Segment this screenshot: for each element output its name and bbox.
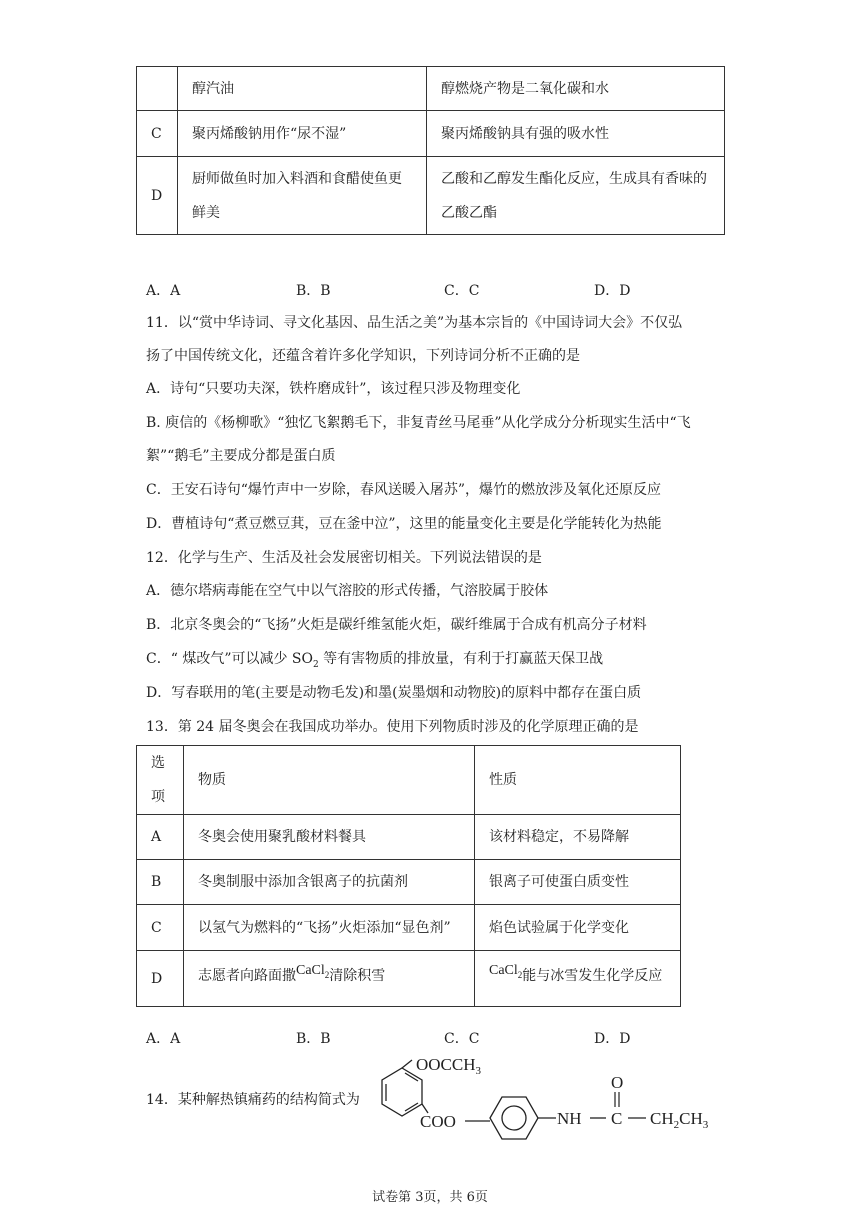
formula <box>489 963 522 978</box>
option-d: D．D <box>594 283 631 299</box>
formula-text: CaCl <box>489 963 518 979</box>
formula <box>296 963 329 978</box>
subscript: 3 <box>475 1065 482 1077</box>
group-top-text: OOCCH <box>416 1055 476 1074</box>
table-cell-label: D <box>137 157 178 235</box>
subscript: 3 <box>702 1119 709 1131</box>
page-footer: 试卷第 3页，共 6页 <box>372 1190 488 1205</box>
option-a: A．A <box>146 1031 181 1047</box>
table-cell-label: B <box>137 860 184 905</box>
formula-text: CaCl <box>296 963 325 979</box>
choice-d: D．写春联用的笔(主要是动物毛发)和墨(炭墨烟和动物胶)的原料中都存在蛋白质 <box>146 685 642 701</box>
carbonyl-oxygen: O <box>611 1073 624 1092</box>
table-cell-label: C <box>137 905 184 951</box>
choice-a: A．德尔塔病毒能在空气中以气溶胶的形式传播，气溶胶属于胶体 <box>146 583 549 599</box>
text: C．“ 煤改气”可以减少 SO <box>146 651 313 667</box>
table-cell-label: A <box>137 815 184 860</box>
table-cell: 醇汽油 <box>178 67 427 111</box>
table-cell: 聚丙烯酸钠具有强的吸水性 <box>427 111 725 157</box>
table-cell: 焰色试验属于化学变化 <box>475 905 681 951</box>
text: 能与冰雪发生化学反应 <box>522 968 663 985</box>
table-cell-label <box>137 67 178 111</box>
benzene-ring-right <box>490 1097 538 1139</box>
option-d: D．D <box>594 1031 631 1047</box>
question-stem: 扬了中国传统文化，还蕴含着许多化学知识，下列诗词分析不正确的是 <box>146 348 580 364</box>
table-cell: 聚丙烯酸钠用作“尿不湿” <box>178 111 427 157</box>
option-c: C．C <box>444 283 480 299</box>
ethyl-text: CH <box>679 1109 703 1128</box>
table-continued <box>136 66 725 235</box>
option-a: A．A <box>146 283 181 299</box>
choice-c: C．王安石诗句“爆竹声中一岁除，春风送暖入屠苏”，爆竹的燃放涉及氧化还原反应 <box>146 482 662 498</box>
subscript: 2 <box>313 659 319 670</box>
options-table <box>136 745 681 1007</box>
option-b: B．B <box>296 1031 331 1047</box>
choice-a: A．诗句“只要功夫深，铁杵磨成针”，该过程只涉及物理变化 <box>146 381 521 397</box>
table-cell-label: C <box>137 111 178 157</box>
table-cell: 醇燃烧产物是二氧化碳和水 <box>427 67 725 111</box>
table-cell: 以氢气为燃料的“飞扬”火炬添加“显色剂” <box>184 905 475 951</box>
choice-d: D．曹植诗句“煮豆燃豆萁，豆在釜中泣”，这里的能量变化主要是化学能转化为热能 <box>146 516 662 532</box>
ethyl-group <box>650 1109 709 1131</box>
option-c: C．C <box>444 1031 480 1047</box>
question-stem: 12．化学与生产、生活及社会发展密切相关。下列说法错误的是 <box>146 550 542 566</box>
cell-line: 鲜美 <box>192 204 220 221</box>
table-cell <box>475 951 681 1007</box>
cell-line: 厨师做鱼时加入料酒和食醋使鱼更 <box>192 170 402 187</box>
text: 清除积雪 <box>329 968 386 985</box>
table-header: 物质 <box>184 746 475 815</box>
structural-formula <box>350 1046 730 1146</box>
subscript: 2 <box>673 1119 680 1131</box>
ethyl-text: CH <box>650 1109 674 1128</box>
cell-line: 乙酸乙酯 <box>441 204 497 221</box>
choice-b: B. 庾信的《杨柳歌》“独忆飞絮鹅毛下，非复青丝马尾垂”从化学成分分析现实生活中“飞 <box>146 415 691 431</box>
table-cell: 该材料稳定，不易降解 <box>475 815 681 860</box>
question-stem: 13．第 24 届冬奥会在我国成功举办。使用下列物质时涉及的化学原理正确的是 <box>146 719 639 735</box>
group-top <box>416 1055 482 1077</box>
table-header: 选项 <box>137 746 184 815</box>
cell-line: 乙酸和乙醇发生酯化反应，生成具有香味的 <box>441 170 707 187</box>
table-cell-label: D <box>137 951 184 1007</box>
table-cell: 冬奥会使用聚乳酸材料餐具 <box>184 815 475 860</box>
text: 等有害物质的排放量，有利于打赢蓝天保卫战 <box>318 651 604 667</box>
ester-group: COO <box>420 1112 456 1131</box>
table-header: 性质 <box>475 746 681 815</box>
table-cell <box>178 157 427 235</box>
question-stem: 14．某种解热镇痛药的结构简式为 <box>146 1092 360 1108</box>
subscript: 2 <box>324 969 330 980</box>
choice-b-cont: 絮”“鹅毛”主要成分都是蛋白质 <box>146 448 336 464</box>
table-cell: 银离子可使蛋白质变性 <box>475 860 681 905</box>
table-cell: 冬奥制服中添加含银离子的抗菌剂 <box>184 860 475 905</box>
choice-b: B．北京冬奥会的“飞扬”火炬是碳纤维氢能火炬，碳纤维属于合成有机高分子材料 <box>146 617 647 633</box>
carbonyl-carbon: C <box>611 1109 623 1128</box>
text: 志愿者向路面撒 <box>198 968 296 985</box>
question-stem: 11．以“赏中华诗词、寻文化基因、品生活之美”为基本宗旨的《中国诗词大会》不仅弘 <box>146 315 683 331</box>
subscript: 2 <box>517 969 523 980</box>
amine-group: NH <box>557 1109 582 1128</box>
table-cell <box>427 157 725 235</box>
choice-c <box>146 649 603 675</box>
table-cell <box>184 951 475 1007</box>
option-b: B．B <box>296 283 331 299</box>
